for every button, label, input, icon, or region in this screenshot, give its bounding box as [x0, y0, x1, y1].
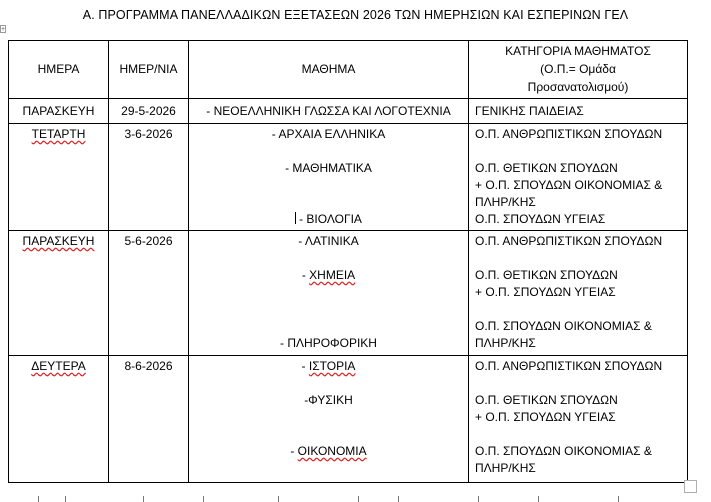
category-line: ΠΛΗΡ/ΚΗΣ [475, 195, 536, 209]
date-text: 5-6-2026 [124, 234, 173, 248]
page-title: Α. ΠΡΟΓΡΑΜΜΑ ΠΑΝΕΛΛΑΔΙΚΩΝ ΕΞΕΤΑΣΕΩΝ 2026 ΤΩΝ ΗΜΕΡΗΣΙΩΝ ΚΑΙ ΕΣΠΕΡΙΝΩΝ ΓΕΛ [82, 8, 629, 22]
category-line: Ο.Π. ΑΝΘΡΩΠΙΣΤΙΚΩΝ ΣΠΟΥΔΩΝ [475, 359, 663, 373]
subject-line: - ΙΣΤΟΡΙΑ [301, 359, 356, 373]
header-category-line2: (Ο.Π.= Ομάδα [540, 62, 616, 76]
subject-line [189, 211, 468, 228]
text-cursor [295, 212, 296, 224]
row-date [109, 99, 189, 124]
category-line: + Ο.Π. ΣΠΟΥΔΩΝ ΥΓΕΙΑΣ [475, 285, 616, 299]
header-subject: ΜΑΘΗΜΑ [189, 41, 469, 99]
day-text: ΠΑΡΑΣΚΕΥΗ [22, 234, 95, 248]
category-line: Ο.Π. ΘΕΤΙΚΩΝ ΣΠΟΥΔΩΝ [475, 161, 618, 175]
category-line: Ο.Π. ΑΝΘΡΩΠΙΣΤΙΚΩΝ ΣΠΟΥΔΩΝ [475, 234, 663, 248]
row-category [469, 356, 688, 483]
row-subject [189, 231, 469, 356]
row-date [109, 124, 189, 231]
subject-line: -ΦΥΣΙΚΗ [304, 393, 353, 407]
table-row [9, 99, 688, 124]
category-line: Ο.Π. ΘΕΤΙΚΩΝ ΣΠΟΥΔΩΝ [475, 393, 618, 407]
category-line: Ο.Π. ΑΝΘΡΩΠΙΣΤΙΚΩΝ ΣΠΟΥΔΩΝ [475, 127, 663, 141]
table-row [9, 356, 688, 483]
subject-line: - ΜΑΘΗΜΑΤΙΚΑ [285, 161, 372, 175]
row-subject [189, 124, 469, 231]
subject-line-text: ΙΣΤΟΡΙΑ [308, 359, 356, 373]
table-row [9, 124, 688, 231]
row-category [469, 124, 688, 231]
row-day [9, 231, 109, 356]
category-line: Ο.Π. ΣΠΟΥΔΩΝ ΥΓΕΙΑΣ [475, 212, 606, 226]
row-subject [189, 99, 469, 124]
row-category [469, 231, 688, 356]
header-category-line3: Προσανατολισμού) [527, 80, 629, 94]
exam-schedule-table [8, 40, 688, 483]
table-row [9, 231, 688, 356]
category-line: Ο.Π. ΣΠΟΥΔΩΝ ΟΙΚΟΝΟΜΙΑΣ & [475, 444, 652, 458]
category-line: Ο.Π. ΘΕΤΙΚΩΝ ΣΠΟΥΔΩΝ [475, 268, 618, 282]
subject-line-text: ΟΙΚΟΝΟΜΙΑ [297, 444, 367, 458]
row-category [469, 99, 688, 124]
date-text: 29-5-2026 [121, 104, 176, 118]
header-day: ΗΜΕΡΑ [9, 41, 109, 99]
table-resize-icon[interactable] [684, 480, 697, 493]
row-date [109, 231, 189, 356]
table-move-handle-icon[interactable]: + [1, 26, 6, 33]
subject-line-text: - ΒΙΟΛΟΓΙΑ [299, 212, 362, 226]
day-text: ΔΕΥΤΕΡΑ [31, 359, 86, 373]
next-page-edge [8, 494, 683, 502]
date-text: 3-6-2026 [124, 127, 173, 141]
category-line: ΠΛΗΡ/ΚΗΣ [475, 336, 536, 350]
day-text: ΤΕΤΑΡΤΗ [31, 127, 86, 141]
row-date [109, 356, 189, 483]
day-text: ΠΑΡΑΣΚΕΥΗ [22, 104, 95, 118]
subject-line: - ΟΙΚΟΝΟΜΙΑ [290, 444, 367, 458]
header-category [469, 41, 688, 99]
row-day [9, 124, 109, 231]
row-subject [189, 356, 469, 483]
category-line: + Ο.Π. ΣΠΟΥΔΩΝ ΟΙΚΟΝΟΜΙΑΣ & [475, 178, 663, 192]
header-date: ΗΜΕΡ/ΝΙΑ [109, 41, 189, 99]
category-text: ΓΕΝΙΚΗΣ ΠΑΙΔΕΙΑΣ [475, 104, 584, 118]
header-category-line1: ΚΑΤΗΓΟΡΙΑ ΜΑΘΗΜΑΤΟΣ [505, 44, 651, 58]
table-header-row [9, 41, 688, 99]
date-text: 8-6-2026 [124, 359, 173, 373]
subject-text: - ΝΕΟΕΛΛΗΝΙΚΗ ΓΛΩΣΣΑ ΚΑΙ ΛΟΓΟΤΕΧΝΙΑ [206, 104, 451, 118]
row-day [9, 99, 109, 124]
category-line: ΠΛΗΡ/ΚΗΣ [475, 461, 536, 475]
category-line: Ο.Π. ΣΠΟΥΔΩΝ ΟΙΚΟΝΟΜΙΑΣ & [475, 319, 652, 333]
subject-line: - ΠΛΗΡΟΦΟΡΙΚΗ [280, 336, 377, 350]
subject-line: - ΧΗΜΕΙΑ [301, 268, 356, 282]
row-day [9, 356, 109, 483]
subject-line-text: ΧΗΜΕΙΑ [309, 268, 356, 282]
category-line: + Ο.Π. ΣΠΟΥΔΩΝ ΥΓΕΙΑΣ [475, 410, 616, 424]
subject-line: - ΛΑΤΙΝΙΚΑ [298, 234, 359, 248]
subject-line: - ΑΡΧΑΙΑ ΕΛΛΗΝΙΚΑ [271, 127, 386, 141]
